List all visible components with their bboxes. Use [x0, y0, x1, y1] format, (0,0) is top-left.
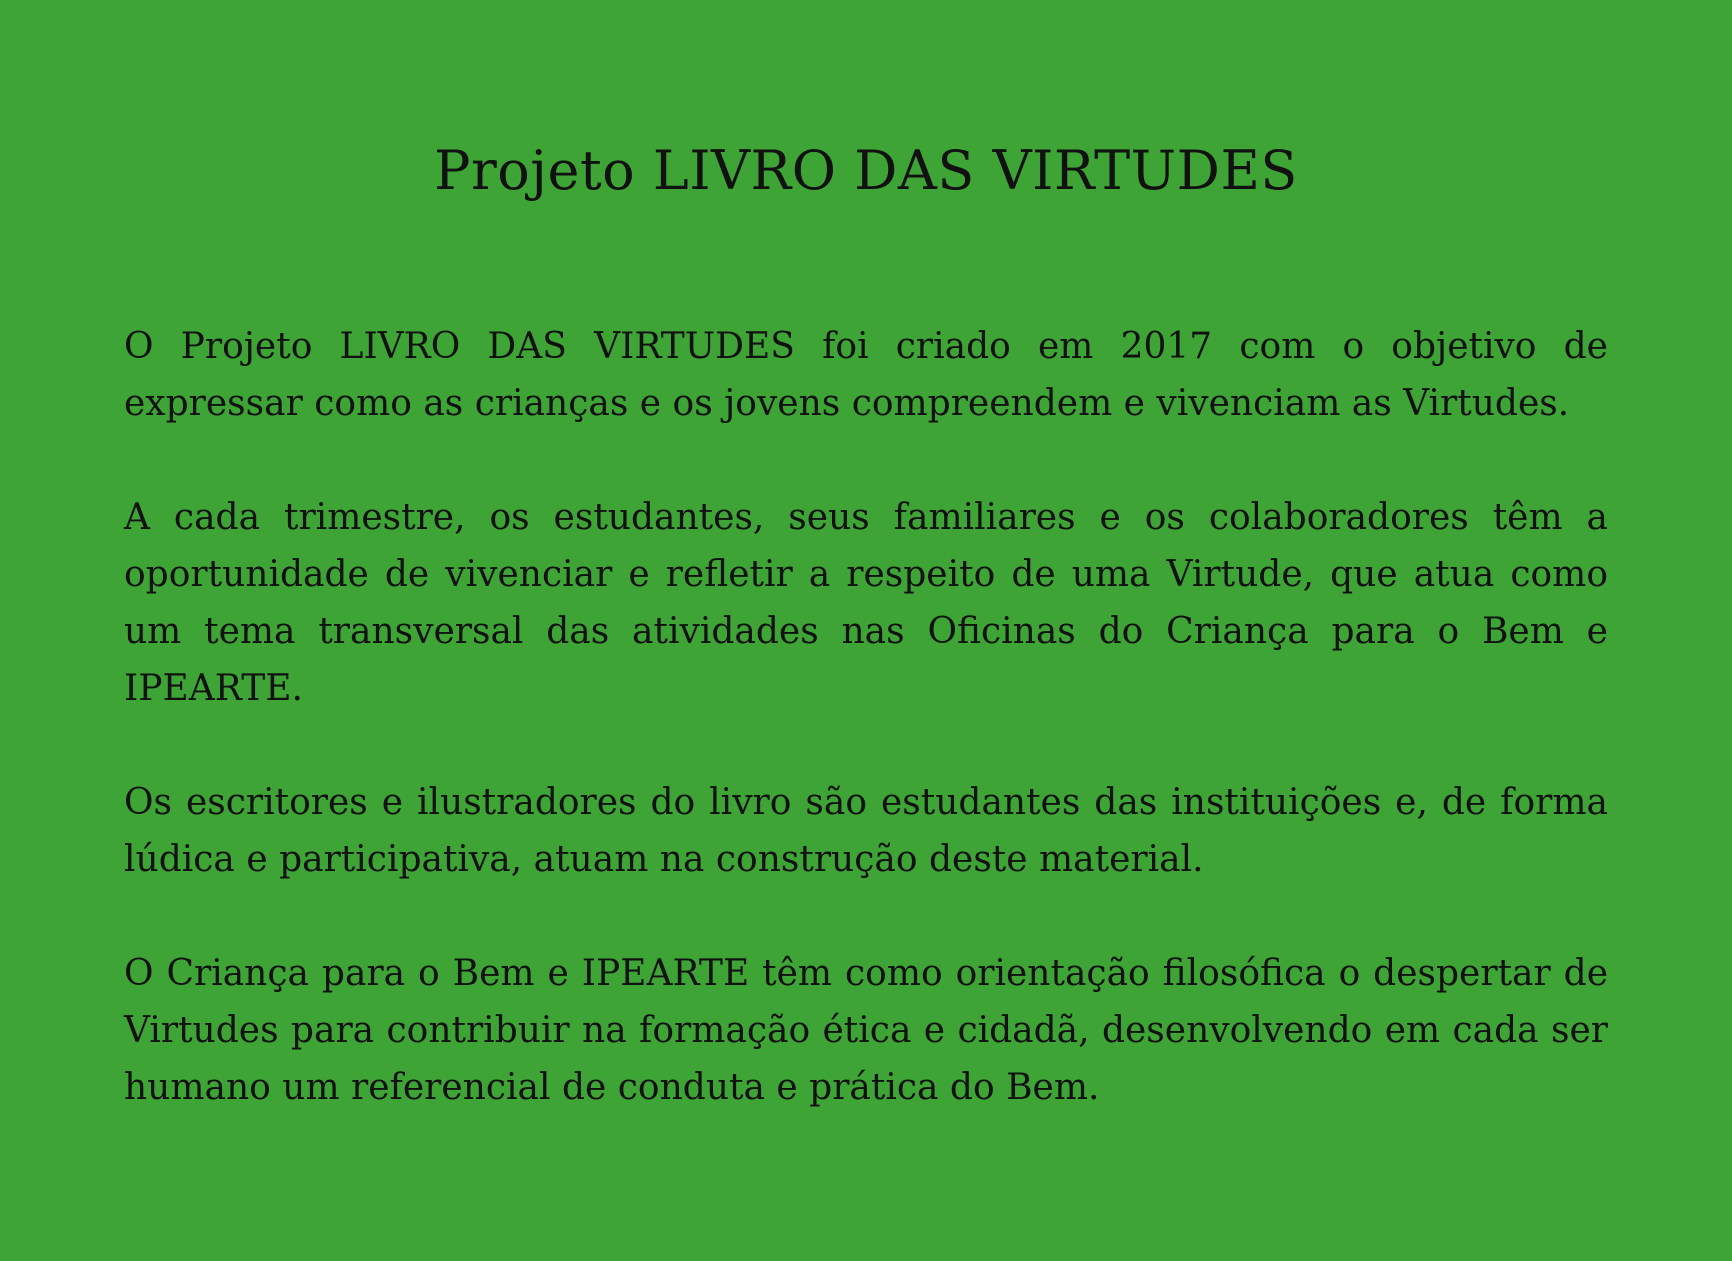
- page-title: Projeto LIVRO DAS VIRTUDES: [434, 139, 1298, 202]
- paragraph-trimester: A cada trimestre, os estudantes, seus familiares e os colaboradores têm a oportunidade de vivenciar e refletir a respeito de uma Virtude, que atua como um tema transversal das atividades nas Oficinas do Criança para o Bem e IPEARTE.: [124, 497, 1608, 709]
- document-body: [124, 318, 1608, 1173]
- paragraph-authors: Os escritores e ilustradores do livro são estudantes das instituições e, de forma lúdica e participativa, atuam na construção deste material.: [124, 782, 1608, 880]
- paragraph-philosophy: O Criança para o Bem e IPEARTE têm como orientação filosófica o despertar de Virtudes para contribuir na formação ética e cidadã, desenvolvendo em cada ser humano um referencial de conduta e prática do Bem.: [124, 953, 1608, 1108]
- paragraph-intro: O Projeto LIVRO DAS VIRTUDES foi criado em 2017 com o objetivo de expressar como as crianças e os jovens compreendem e vivenciam as Virtudes.: [124, 326, 1608, 424]
